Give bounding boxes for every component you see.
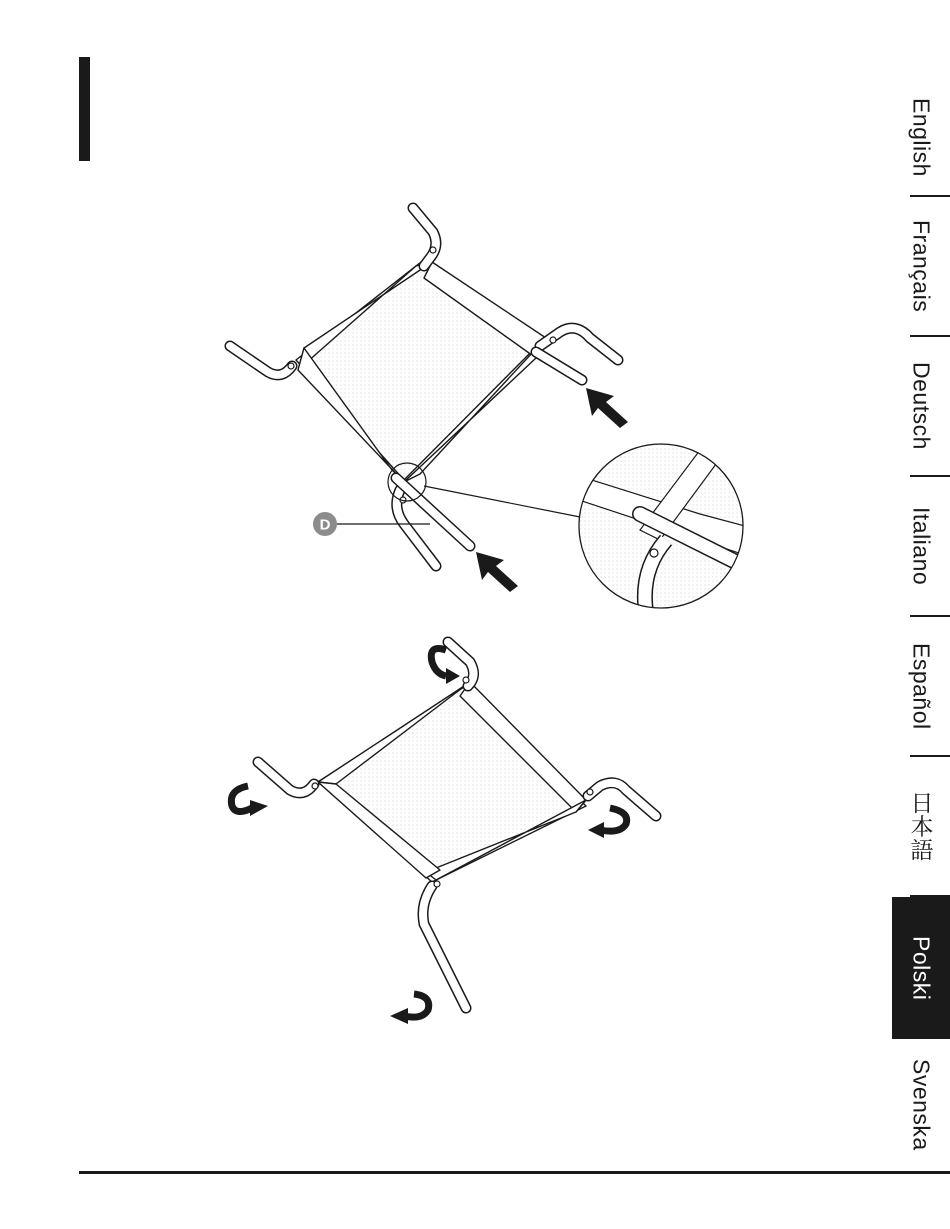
rotate-arrow-icon: [231, 786, 268, 816]
tab-label: Español: [908, 642, 935, 730]
tab-label: Svenska: [908, 1059, 935, 1151]
frame-top: [296, 262, 546, 482]
tab-japanese[interactable]: [892, 757, 950, 895]
rotate-arrow-icon: [588, 808, 627, 838]
tab-label: Italiano: [908, 506, 935, 586]
frame-bottom: [318, 682, 586, 882]
tab-deutsch[interactable]: [892, 337, 950, 475]
tab-label: Polski: [908, 935, 935, 1001]
detail-zoom-circle: [579, 444, 760, 612]
tab-label: Français: [908, 219, 935, 313]
rotate-arrow-icon: [390, 994, 429, 1024]
tab-label: 日本語: [907, 790, 934, 862]
push-arrow-icon: [476, 552, 518, 592]
language-tabs: [892, 80, 950, 1171]
tab-polski[interactable]: [892, 897, 950, 1039]
tab-italiano[interactable]: [892, 477, 950, 615]
tab-svenska[interactable]: [892, 1039, 950, 1171]
tab-francais[interactable]: [892, 197, 950, 335]
footer-rule: [79, 1171, 950, 1174]
tab-espanol[interactable]: [892, 617, 950, 755]
callout-d-label: D: [319, 516, 331, 534]
tab-label: Deutsch: [908, 362, 935, 450]
tab-label: English: [908, 98, 935, 177]
push-arrow-icon: [586, 388, 628, 428]
tab-english[interactable]: [892, 80, 950, 195]
